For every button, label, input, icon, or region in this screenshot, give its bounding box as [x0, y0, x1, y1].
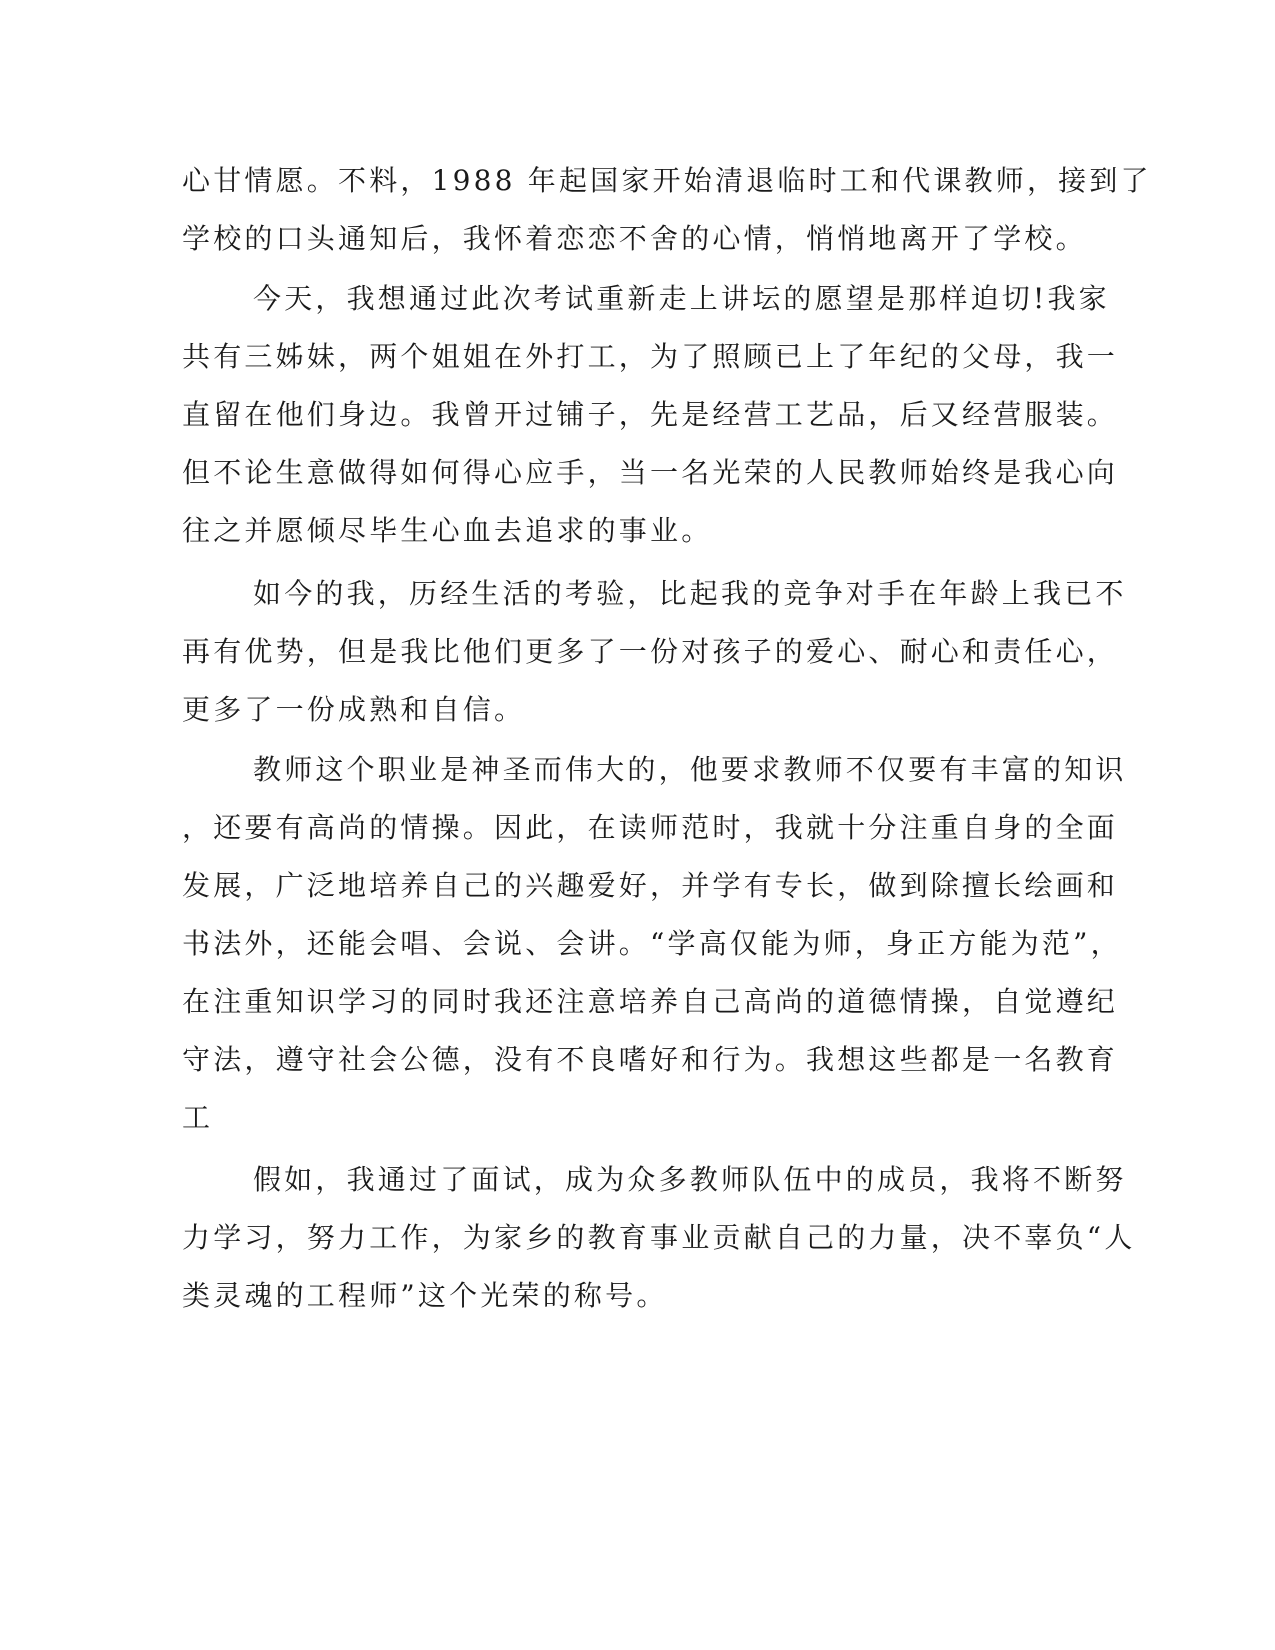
paragraph-first-line: 今天，我想通过此次考试重新走上讲坛的愿望是那样迫切!我家: [253, 282, 1110, 315]
text-line: 学校的口头通知后，我怀着恋恋不舍的心情，悄悄地离开了学校。: [182, 222, 1087, 255]
text-line: 力学习，努力工作，为家乡的教育事业贡献自己的力量，决不辜负“人: [182, 1221, 1136, 1254]
text-line: 工: [182, 1101, 214, 1134]
text-line: 在注重知识学习的同时我还注意培养自己高尚的道德情操，自觉遵纪: [182, 985, 1119, 1018]
text-line: 共有三姊妹，两个姐姐在外打工，为了照顾已上了年纪的父母，我一: [182, 340, 1119, 373]
paragraph-first-line: 如今的我，历经生活的考验，比起我的竞争对手在年龄上我已不: [253, 577, 1127, 610]
text-line: 更多了一份成熟和自信。: [182, 693, 526, 726]
text-line: 书法外，还能会唱、会说、会讲。“学高仅能为师，身正方能为范”，: [182, 927, 1122, 960]
text-line: 类灵魂的工程师”这个光荣的称号。: [182, 1279, 668, 1312]
text-line: ，还要有高尚的情操。因此，在读师范时，我就十分注重自身的全面: [182, 811, 1119, 844]
text-line: 直留在他们身边。我曾开过铺子，先是经营工艺品，后又经营服装。: [182, 398, 1119, 431]
text-line: 往之并愿倾尽毕生心血去追求的事业。: [182, 514, 713, 547]
text-line: 心甘情愿。不料，1988 年起国家开始清退临时工和代课教师，接到了: [182, 164, 1152, 197]
paragraph-first-line: 假如，我通过了面试，成为众多教师队伍中的成员，我将不断努: [253, 1163, 1127, 1196]
text-line: 守法，遵守社会公德，没有不良嗜好和行为。我想这些都是一名教育: [182, 1043, 1119, 1076]
text-line: 发展，广泛地培养自己的兴趣爱好，并学有专长，做到除擅长绘画和: [182, 869, 1119, 902]
text-line: 再有优势，但是我比他们更多了一份对孩子的爱心、耐心和责任心，: [182, 635, 1119, 668]
paragraph-first-line: 教师这个职业是神圣而伟大的，他要求教师不仅要有丰富的知识: [253, 753, 1127, 786]
text-line: 但不论生意做得如何得心应手，当一名光荣的人民教师始终是我心向: [182, 456, 1119, 489]
